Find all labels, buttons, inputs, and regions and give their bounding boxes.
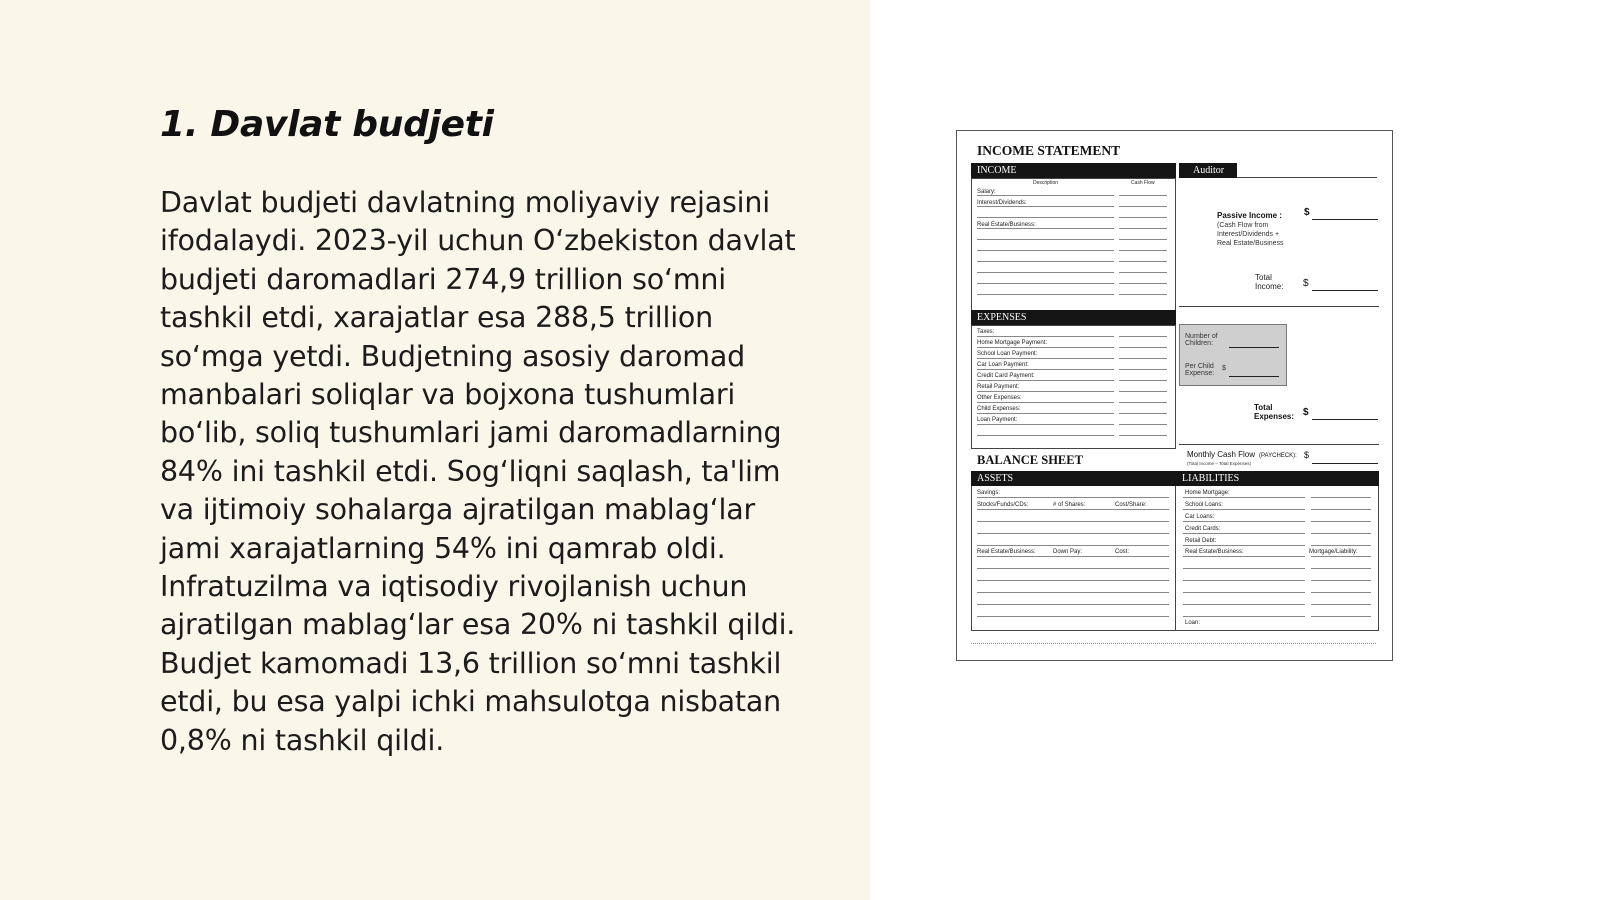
slide-body-text: Davlat budjeti davlatning moliyaviy rejasini ifodalaydi. 2023-yil uchun O‘zbekiston davlat budjeti daromadlari 274,9 trillion so‘mni tashkil etdi, xarajatlar esa 288,5 trillion so‘mga yetdi. Budjetning asosiy daromad manbalari soliqlar va bojxona tushumlari bo‘lib, soliq tushumlari jami daromadlarning 84% ini tashkil etdi. Sog‘liqni saqlash, ta'lim va ijtimoiy sohalarga ajratilgan mablag‘lar jami xarajatlarning 54% ini qamrab oldi. Infratuzilma va iqtisodiy rivojlanish uchun ajratilgan mablag‘lar esa 20% ni tashkil qildi. Budjet kamomadi 13,6 trillion so‘mni tashkil etdi, bu esa yalpi ichki mahsulotga nisbatan 0,8% ni tashkil qildi. [160, 186, 796, 757]
liability-label: Home Mortgage: [1185, 490, 1230, 496]
assets-header: ASSETS [971, 471, 1176, 486]
children-label: Children: [1185, 340, 1214, 347]
form-footer-fine-print [971, 643, 1376, 646]
expense-row-label: Retail Payment: [977, 384, 1020, 390]
income-col-description: Description [1033, 180, 1059, 186]
asset-label: Cost/Share: [1115, 502, 1147, 508]
liability-label: Car Loans: [1185, 514, 1215, 520]
monthly-cash-flow-paycheck: (PAYCHECK): [1259, 453, 1297, 459]
total-income-label: Income: [1255, 282, 1284, 291]
liability-label: Retail Debt: [1185, 538, 1217, 544]
income-col-cash-flow: Cash Flow [1131, 180, 1155, 186]
dollar-sign: $ [1303, 278, 1309, 289]
liability-label: Loan: [1185, 620, 1201, 626]
liability-label: School Loans: [1185, 502, 1224, 508]
liability-label: Credit Cards: [1185, 526, 1221, 532]
expense-row-label: Credit Card Payment: [977, 373, 1035, 379]
expense-row-label: Taxes: [977, 329, 995, 335]
income-row-label: Salary: [977, 189, 996, 195]
total-expenses-label: Expenses: [1254, 412, 1295, 421]
expense-row-label: Loan Payment: [977, 417, 1018, 423]
asset-label: Real Estate/Business: [977, 549, 1036, 555]
slide-title: 1. Davlat budjeti [160, 104, 494, 145]
dollar-sign: $ [1303, 407, 1309, 418]
income-statement-form-image [956, 130, 1393, 661]
auditor-header: Auditor [1179, 163, 1237, 178]
dollar-sign: $ [1304, 207, 1310, 218]
dollar-sign: $ [1304, 450, 1310, 460]
per-child-label: Expense: [1185, 370, 1215, 377]
total-expenses-label: Total [1254, 403, 1273, 412]
income-row-label: Interest/Dividends: [977, 200, 1027, 206]
passive-income-note: (Cash Flow from [1217, 222, 1269, 229]
asset-label: Savings: [977, 490, 1001, 496]
children-label: Number of [1185, 333, 1218, 340]
passive-income-note: Real Estate/Business [1217, 240, 1284, 247]
income-header: INCOME [971, 163, 1176, 178]
passive-income-note: Interest/Dividends + [1217, 231, 1280, 238]
monthly-cash-flow-label: Monthly Cash Flow [1187, 450, 1256, 459]
per-child-label: Per Child [1185, 363, 1214, 370]
income-box [971, 178, 1176, 313]
passive-income-label: Passive Income : [1217, 211, 1282, 220]
balance-sheet-title: BALANCE SHEET [977, 453, 1083, 467]
expense-row-label: Other Expenses: [977, 395, 1022, 401]
liability-label: Mortgage/Liability: [1309, 549, 1358, 555]
liability-label: Real Estate/Business: [1185, 549, 1244, 555]
dollar-sign: $ [1222, 365, 1226, 372]
form-title: INCOME STATEMENT [977, 143, 1121, 158]
income-row-label: Real Estate/Business: [977, 222, 1036, 228]
monthly-cash-flow-sub: (Total Income – Total Expenses) [1187, 461, 1251, 466]
expense-row-label: Child Expenses: [977, 406, 1021, 412]
expense-row-label: Car Loan Payment: [977, 362, 1029, 368]
expense-row-label: School Loan Payment: [977, 351, 1038, 357]
asset-label: Cost: [1115, 549, 1130, 555]
asset-label: Stocks/Funds/CDs: [977, 502, 1029, 508]
asset-label: Down Pay: [1053, 549, 1083, 555]
liabilities-header: LIABILITIES [1176, 471, 1379, 486]
asset-label: # of Shares: [1053, 502, 1086, 508]
total-income-label: Total [1255, 273, 1272, 282]
expenses-header: EXPENSES [971, 310, 1176, 325]
expense-row-label: Home Mortgage Payment: [977, 340, 1048, 346]
